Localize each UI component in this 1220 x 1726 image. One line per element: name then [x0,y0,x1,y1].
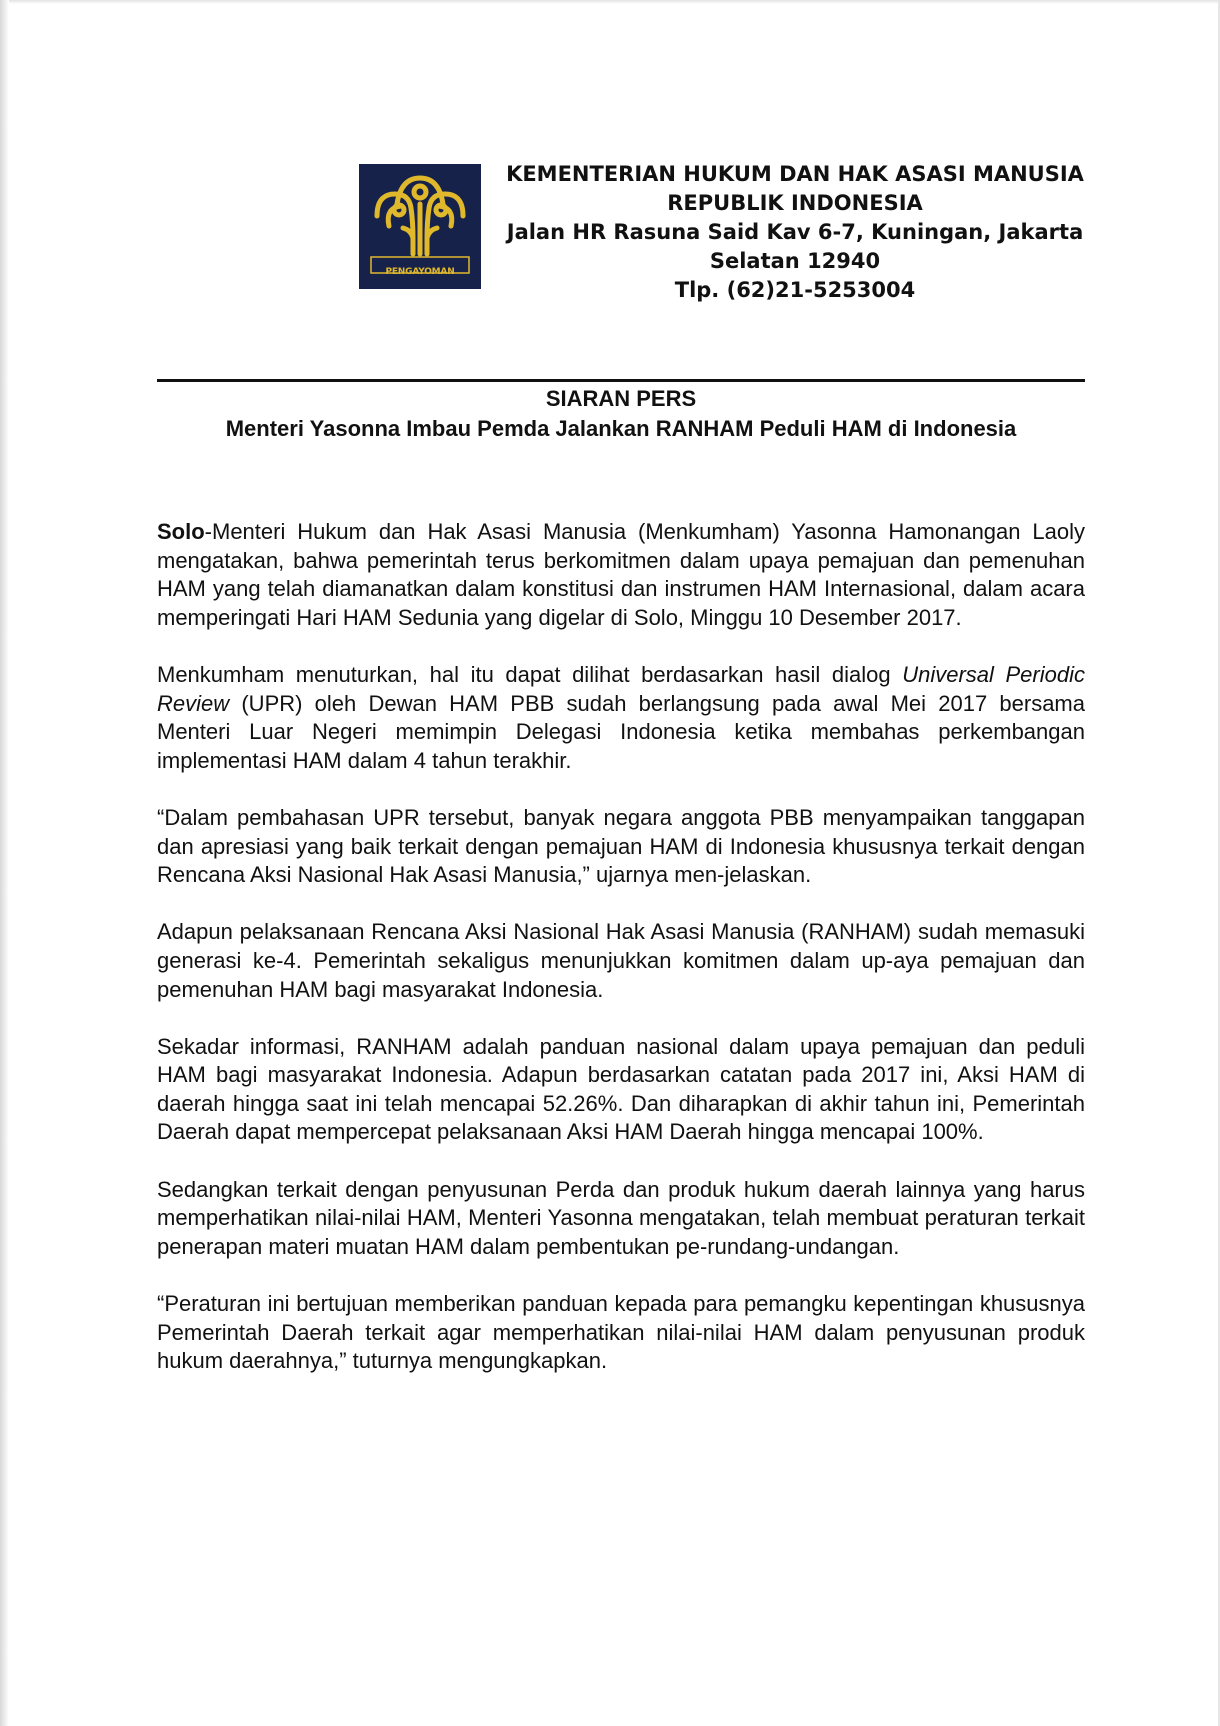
release-heading [157,384,1085,444]
paragraph-2-italic: Universal Periodic Review [157,661,1085,716]
ministry-logo [359,164,481,289]
paragraph-5: Sekadar informasi, RANHAM adalah panduan nasional dalam upaya pemajuan dan peduli HAM bagi masyarakat Indonesia. Adapun berdasarkan catatan pada 2017 ini, Aksi HAM di daerah hingga saat ini telah mencapai 52.26%. Dan diharapkan di akhir tahun ini, Pemerintah Daerah dapat mempercepat pelaksanaan Aksi HAM Daerah hingga mencapai 100%. [157,1033,1085,1145]
phone-number: Tlp. (62)21-5253004 [674,278,916,302]
dateline: Solo [157,519,205,544]
article-body [157,518,1085,1376]
release-headline: Menteri Yasonna Imbau Pemda Jalankan RANHAM Peduli HAM di Indonesia [225,416,1017,441]
paragraph-6: Sedangkan terkait dengan penyusunan Perda dan produk hukum daerah lainnya yang harus memperhatikan nilai-nilai HAM, Menteri Yasonna mengatakan, telah membuat peraturan terkait penerapan materi muatan HAM dalam pembentukan pe-rundang-undangan. [157,1176,1085,1259]
paragraph-3: “Dalam pembahasan UPR tersebut, banyak negara anggota PBB menyampaikan tanggapan dan apresiasi yang baik terkait dengan pemajuan HAM di Indonesia khususnya terkait dengan Rencana Aksi Nasional Hak Asasi Manusia,” ujarnya men-jelaskan. [157,804,1085,888]
paragraph-2-before: Menkumham menuturkan, hal itu dapat dilihat berdasarkan hasil dialog [157,661,903,687]
country-name: REPUBLIK INDONESIA [667,191,923,215]
paragraph-4: Adapun pelaksanaan Rencana Aksi Nasional Hak Asasi Manusia (RANHAM) sudah memasuki generasi ke-4. Pemerintah sekaligus menunjukkan komitmen dalam up-aya pemajuan dan pemenuhan HAM bagi masyarakat Indonesia. [157,919,1085,1002]
page-edge-left [0,0,9,1726]
address-line-1: Jalan HR Rasuna Said Kav 6-7, Kuningan, Jakarta [506,220,1084,244]
address-line-2: Selatan 12940 [709,249,881,273]
header-divider [157,379,1085,382]
ministry-name: KEMENTERIAN HUKUM DAN HAK ASASI MANUSIA [506,162,1084,186]
paragraph-7: “Peraturan ini bertujuan memberikan panduan kepada para pemangku kepentingan khususnya Pemerintah Daerah terkait agar memperhatikan nilai-nilai HAM dalam penyusunan produk hukum daerahnya,” tuturnya mengungkapkan. [157,1291,1085,1374]
paragraph-1-text: -Menteri Hukum dan Hak Asasi Manusia (Menkumham) Yasonna Hamonangan Laoly mengatakan, bahwa pemerintah terus berkomitmen dalam upaya pemajuan dan pemenuhan HAM yang telah diamanatkan dalam konstitusi dan instrumen HAM Internasional, dalam acara memperingati Hari HAM Sedunia yang digelar di Solo, Minggu 10 Desember 2017. [157,519,1085,630]
release-label: SIARAN PERS [545,386,697,411]
letterhead [500,160,1090,305]
page-edge-top [0,0,1220,4]
paragraph-2 [157,661,1085,775]
logo-label: PENGAYOMAN [385,267,455,277]
paragraph-1 [157,518,1085,632]
paragraph-2-after: (UPR) oleh Dewan HAM PBB sudah berlangsung pada awal Mei 2017 bersama Menteri Luar Negeri memimpin Delegasi Indonesia ketika membahas perkembangan implementasi HAM dalam 4 tahun terakhir. [157,690,1085,773]
